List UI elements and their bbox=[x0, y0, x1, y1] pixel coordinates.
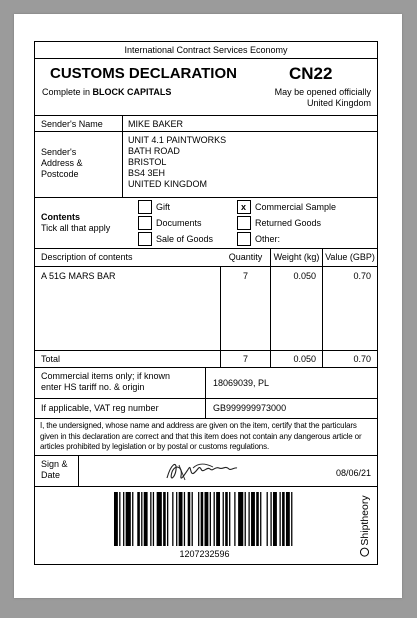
barcode-bar bbox=[141, 492, 142, 546]
opened-officially bbox=[215, 87, 371, 109]
barcode-bar bbox=[248, 492, 249, 546]
gift-checkbox[interactable] bbox=[138, 200, 152, 214]
barcode-bar bbox=[167, 492, 168, 546]
barcode-bar bbox=[245, 492, 246, 546]
barcode-bar bbox=[234, 492, 235, 546]
divider bbox=[35, 398, 377, 399]
col-weight-header: Weight (kg) bbox=[273, 252, 320, 262]
divider bbox=[35, 197, 377, 198]
barcode-bar bbox=[144, 492, 148, 546]
gift-label: Gift bbox=[156, 202, 171, 212]
divider bbox=[35, 58, 377, 59]
cn22-form bbox=[34, 41, 378, 565]
address-line: UNITED KINGDOM bbox=[128, 179, 208, 189]
divider bbox=[78, 455, 79, 486]
sender-name: MIKE BAKER bbox=[128, 119, 184, 129]
barcode-bar bbox=[291, 492, 292, 546]
sale-of-goods-checkbox[interactable] bbox=[138, 232, 152, 246]
form-subtitle bbox=[42, 87, 171, 98]
barcode-bar bbox=[205, 492, 209, 546]
divider bbox=[35, 350, 377, 351]
sender-address bbox=[128, 135, 226, 190]
item-value: 0.70 bbox=[353, 271, 371, 281]
barcode-bar bbox=[238, 492, 243, 546]
divider bbox=[122, 116, 123, 197]
hs-label-line: enter HS tariff no. & origin bbox=[41, 382, 145, 392]
contents-hint: Tick all that apply bbox=[41, 223, 111, 233]
hs-tariff-label bbox=[41, 371, 170, 393]
total-label: Total bbox=[41, 354, 61, 364]
documents-label: Documents bbox=[156, 218, 202, 228]
commercial-sample-label: Commercial Sample bbox=[255, 202, 337, 212]
barcode-bar bbox=[273, 492, 277, 546]
other-label: Other: bbox=[255, 234, 281, 244]
address-line: BRISTOL bbox=[128, 157, 167, 167]
signature-image bbox=[163, 456, 243, 485]
barcode-bar bbox=[286, 492, 290, 546]
returned-goods-checkbox[interactable] bbox=[237, 216, 251, 230]
barcode-bar bbox=[188, 492, 191, 546]
total-quantity: 7 bbox=[242, 354, 248, 364]
sign-label-line: Date bbox=[41, 470, 61, 480]
subtitle-bold: BLOCK CAPITALS bbox=[92, 87, 172, 97]
divider bbox=[35, 486, 377, 487]
divider bbox=[35, 131, 377, 132]
address-label-line: Address & bbox=[41, 158, 83, 168]
total-weight: 0.050 bbox=[293, 354, 316, 364]
barcode-bar bbox=[229, 492, 230, 546]
service-name: International Contract Services Economy bbox=[124, 45, 288, 55]
item-quantity: 7 bbox=[242, 271, 248, 281]
check-mark-icon: x bbox=[241, 202, 247, 212]
barcode-bar bbox=[184, 492, 185, 546]
barcode-number: 1207232596 bbox=[179, 549, 230, 559]
returned-goods-label: Returned Goods bbox=[255, 218, 322, 228]
contents-label: Contents bbox=[41, 212, 80, 222]
barcode-bar bbox=[267, 492, 268, 546]
vat-label: If applicable, VAT reg number bbox=[41, 403, 159, 413]
col-quantity-header: Quantity bbox=[228, 252, 263, 262]
sale-of-goods-label: Sale of Goods bbox=[156, 234, 214, 244]
barcode bbox=[114, 492, 295, 546]
address-label-line: Sender's bbox=[41, 147, 77, 157]
barcode-bar bbox=[176, 492, 177, 546]
form-code: CN22 bbox=[289, 64, 333, 83]
barcode-bar bbox=[216, 492, 220, 546]
barcode-bar bbox=[279, 492, 280, 546]
brand-icon bbox=[360, 548, 369, 557]
brand-name bbox=[359, 495, 371, 556]
documents-checkbox[interactable] bbox=[138, 216, 152, 230]
barcode-bar bbox=[251, 492, 255, 546]
other-checkbox[interactable] bbox=[237, 232, 251, 246]
barcode-bar bbox=[179, 492, 183, 546]
hs-label-line: Commercial items only; if known bbox=[41, 371, 171, 381]
barcode-bar bbox=[192, 492, 193, 546]
barcode-bar bbox=[282, 492, 285, 546]
barcode-bar bbox=[223, 492, 224, 546]
form-title: CUSTOMS DECLARATION bbox=[50, 65, 237, 82]
hs-tariff-value: 18069039, PL bbox=[213, 378, 270, 388]
vat-value: GB999999973000 bbox=[213, 403, 287, 413]
sign-label-line: Sign & bbox=[41, 459, 68, 469]
barcode-bar bbox=[172, 492, 173, 546]
divider bbox=[35, 115, 377, 116]
sender-name-label: Sender's Name bbox=[41, 119, 103, 129]
divider bbox=[35, 367, 377, 368]
divider bbox=[35, 248, 377, 249]
barcode-bar bbox=[198, 492, 199, 546]
divider bbox=[205, 367, 206, 418]
barcode-bar bbox=[114, 492, 118, 546]
barcode-bar bbox=[260, 492, 261, 546]
sign-date-label bbox=[41, 459, 68, 481]
barcode-bar bbox=[150, 492, 151, 546]
barcode-bar bbox=[157, 492, 162, 546]
address-line: BS4 3EH bbox=[128, 168, 166, 178]
barcode-bar bbox=[137, 492, 140, 546]
barcode-bar bbox=[163, 492, 166, 546]
barcode-bar bbox=[201, 492, 204, 546]
barcode-bar bbox=[153, 492, 154, 546]
barcode-bar bbox=[214, 492, 215, 546]
item-weight: 0.050 bbox=[293, 271, 316, 281]
total-value: 0.70 bbox=[353, 354, 371, 364]
barcode-bar bbox=[119, 492, 120, 546]
barcode-bar bbox=[256, 492, 259, 546]
barcode-bar bbox=[132, 492, 133, 546]
opened-line-2: United Kingdom bbox=[306, 98, 371, 108]
col-description-header: Description of contents bbox=[41, 252, 133, 262]
sender-address-label bbox=[41, 147, 83, 180]
barcode-bar bbox=[270, 492, 271, 546]
item-description: A 51G MARS BAR bbox=[41, 271, 116, 281]
brand-text: Shiptheory bbox=[359, 495, 371, 546]
barcode-bar bbox=[210, 492, 211, 546]
barcode-bar bbox=[225, 492, 228, 546]
address-line: UNIT 4.1 PAINTWORKS bbox=[128, 135, 227, 145]
subtitle-text: Complete in bbox=[42, 87, 93, 97]
opened-line-1: May be opened officially bbox=[274, 87, 371, 97]
col-value-header: Value (GBP) bbox=[325, 252, 375, 262]
divider bbox=[35, 266, 377, 267]
brand-logo bbox=[358, 489, 372, 563]
declaration-text: I, the undersigned, whose name and address are given on the item, certify that the particulars given in this declaration are correct and that this item does not contain any dangerous article or articles prohibited by legislation or by postal or customs regulations. bbox=[40, 421, 362, 451]
address-label-line: Postcode bbox=[41, 169, 79, 179]
barcode-bar bbox=[123, 492, 124, 546]
signature-date: 08/06/21 bbox=[335, 468, 371, 478]
divider bbox=[35, 418, 377, 419]
barcode-bar bbox=[126, 492, 131, 546]
address-line: BATH ROAD bbox=[128, 146, 180, 156]
